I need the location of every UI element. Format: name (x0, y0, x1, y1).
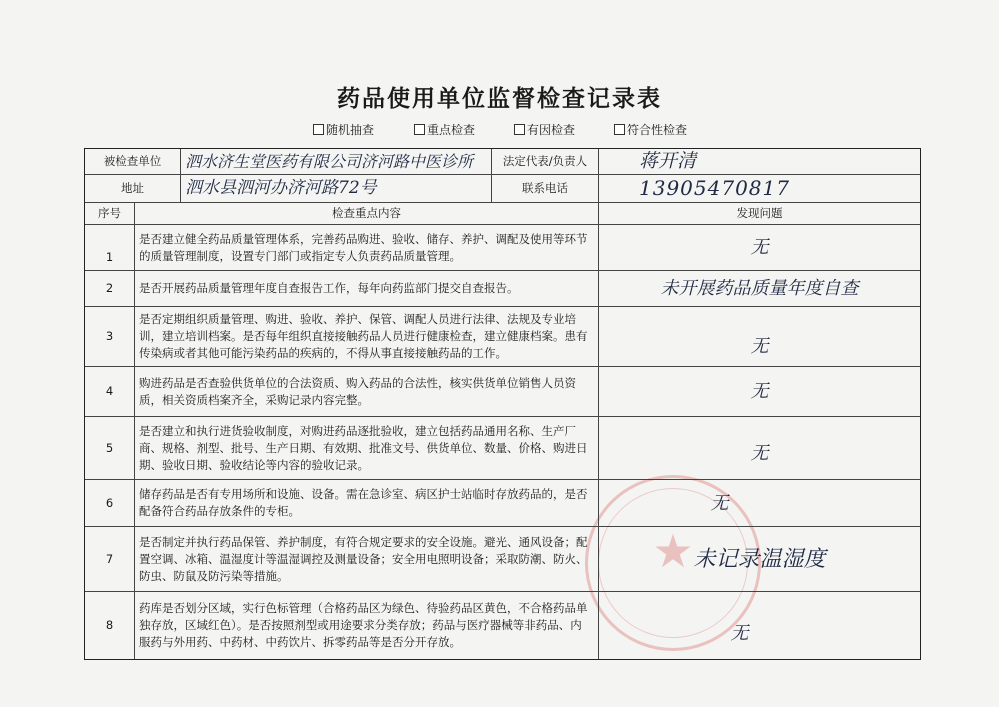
row-content: 购进药品是否查验供货单位的合法资质、购入药品的合法性，核实供货单位销售人员资质，相关资质档案齐全，采购记录内容完整。 (135, 367, 599, 417)
row-finding-field[interactable] (599, 271, 920, 307)
row-finding-field[interactable] (599, 225, 920, 271)
row-seq: 1 (85, 225, 135, 271)
row-finding: 无 (750, 336, 769, 357)
row-finding-field[interactable] (599, 307, 920, 367)
row-finding: 无 (750, 381, 769, 402)
row-content: 是否开展药品质量管理年度自查报告工作，每年向药监部门提交自查报告。 (135, 271, 599, 307)
check-type-options (0, 121, 999, 139)
check-type-key[interactable]: 重点检查 (414, 121, 475, 138)
header-finding: 发现问题 (599, 203, 920, 225)
row-finding-field[interactable] (599, 592, 920, 659)
unit-label: 被检查单位 (85, 149, 181, 175)
unit-value-field[interactable] (181, 149, 492, 175)
row-content: 是否建立和执行进货验收制度，对购进药品逐批验收，建立包括药品通用名称、生产厂商、规格、剂型、批号、生产日期、有效期、批准文号、供货单位、数量、价格、购进日期、验收日期、验收结论等内容的验收记录。 (135, 417, 599, 480)
checkbox-icon[interactable] (313, 124, 324, 135)
legal-rep-label: 法定代表/负责人 (492, 149, 599, 175)
row-content: 储存药品是否有专用场所和设施、设备。需在急诊室、病区护士站临时存放药品的，是否配备符合药品存放条件的专柜。 (135, 480, 599, 527)
address-field[interactable] (181, 175, 492, 203)
check-type-random[interactable]: 随机抽查 (313, 121, 374, 138)
row-finding: 无 (730, 623, 749, 644)
row-finding: 未开展药品质量年度自查 (660, 278, 859, 299)
row-seq: 3 (85, 307, 135, 367)
row-finding-field[interactable] (599, 367, 920, 417)
row-finding-field[interactable] (599, 480, 920, 527)
row-finding: 无 (750, 442, 769, 464)
checkbox-icon[interactable] (514, 124, 525, 135)
document-title: 药品使用单位监督检查记录表 (337, 86, 662, 112)
row-finding: 未记录温湿度 (693, 546, 826, 572)
row-finding: 无 (750, 237, 769, 258)
row-content: 是否制定并执行药品保管、养护制度，有符合规定要求的安全设施。避光、通风设备；配置空调、冰箱、温湿度计等温湿调控及测量设备；安全用电照明设备；采取防潮、防火、防虫、防鼠及防污染等措施。 (135, 527, 599, 592)
address-value: 泗水县泗河办济河路72号 (185, 178, 377, 198)
legal-rep-field[interactable] (599, 149, 920, 175)
row-finding: 无 (710, 492, 729, 514)
phone-value: 13905470817 (639, 176, 790, 200)
row-seq: 2 (85, 271, 135, 307)
phone-label: 联系电话 (492, 175, 599, 203)
row-finding-field[interactable] (599, 417, 920, 480)
legal-rep-value: 蒋开清 (639, 150, 697, 172)
row-seq: 5 (85, 417, 135, 480)
row-seq: 7 (85, 527, 135, 592)
unit-value: 泗水济生堂医药有限公司济河路中医诊所 (185, 152, 474, 171)
row-seq: 8 (85, 592, 135, 659)
header-seq: 序号 (85, 203, 135, 225)
row-finding-field[interactable] (599, 524, 920, 592)
check-type-conformity[interactable]: 符合性检查 (614, 121, 687, 138)
phone-field[interactable] (599, 175, 920, 203)
inspection-record-table (84, 148, 921, 660)
header-content: 检查重点内容 (135, 203, 599, 225)
seal-star-icon: ★ (652, 524, 694, 578)
checkbox-icon[interactable] (614, 124, 625, 135)
row-seq: 6 (85, 480, 135, 527)
row-seq: 4 (85, 367, 135, 417)
checkbox-icon[interactable] (414, 124, 425, 135)
row-content: 是否建立健全药品质量管理体系，完善药品购进、验收、储存、养护、调配及使用等环节的质量管理制度，设置专门部门或指定专人负责药品质量管理。 (135, 225, 599, 271)
address-label: 地址 (85, 175, 181, 203)
check-type-cause[interactable]: 有因检查 (514, 121, 575, 138)
row-content: 药库是否划分区域，实行色标管理（合格药品区为绿色、待验药品区黄色，不合格药品单独存放，区域红色）。是否按照剂型或用途要求分类存放；药品与医疗器械等非药品、内服药与外用药、中药材、中药饮片、拆零药品等是否分开存放。 (135, 592, 599, 659)
row-content: 是否定期组织质量管理、购进、验收、养护、保管、调配人员进行法律、法规及专业培训，建立培训档案。是否每年组织直接接触药品人员进行健康检查，建立健康档案。患有传染病或者其他可能污染药品的疾病的，不得从事直接接触药品的工作。 (135, 307, 599, 367)
